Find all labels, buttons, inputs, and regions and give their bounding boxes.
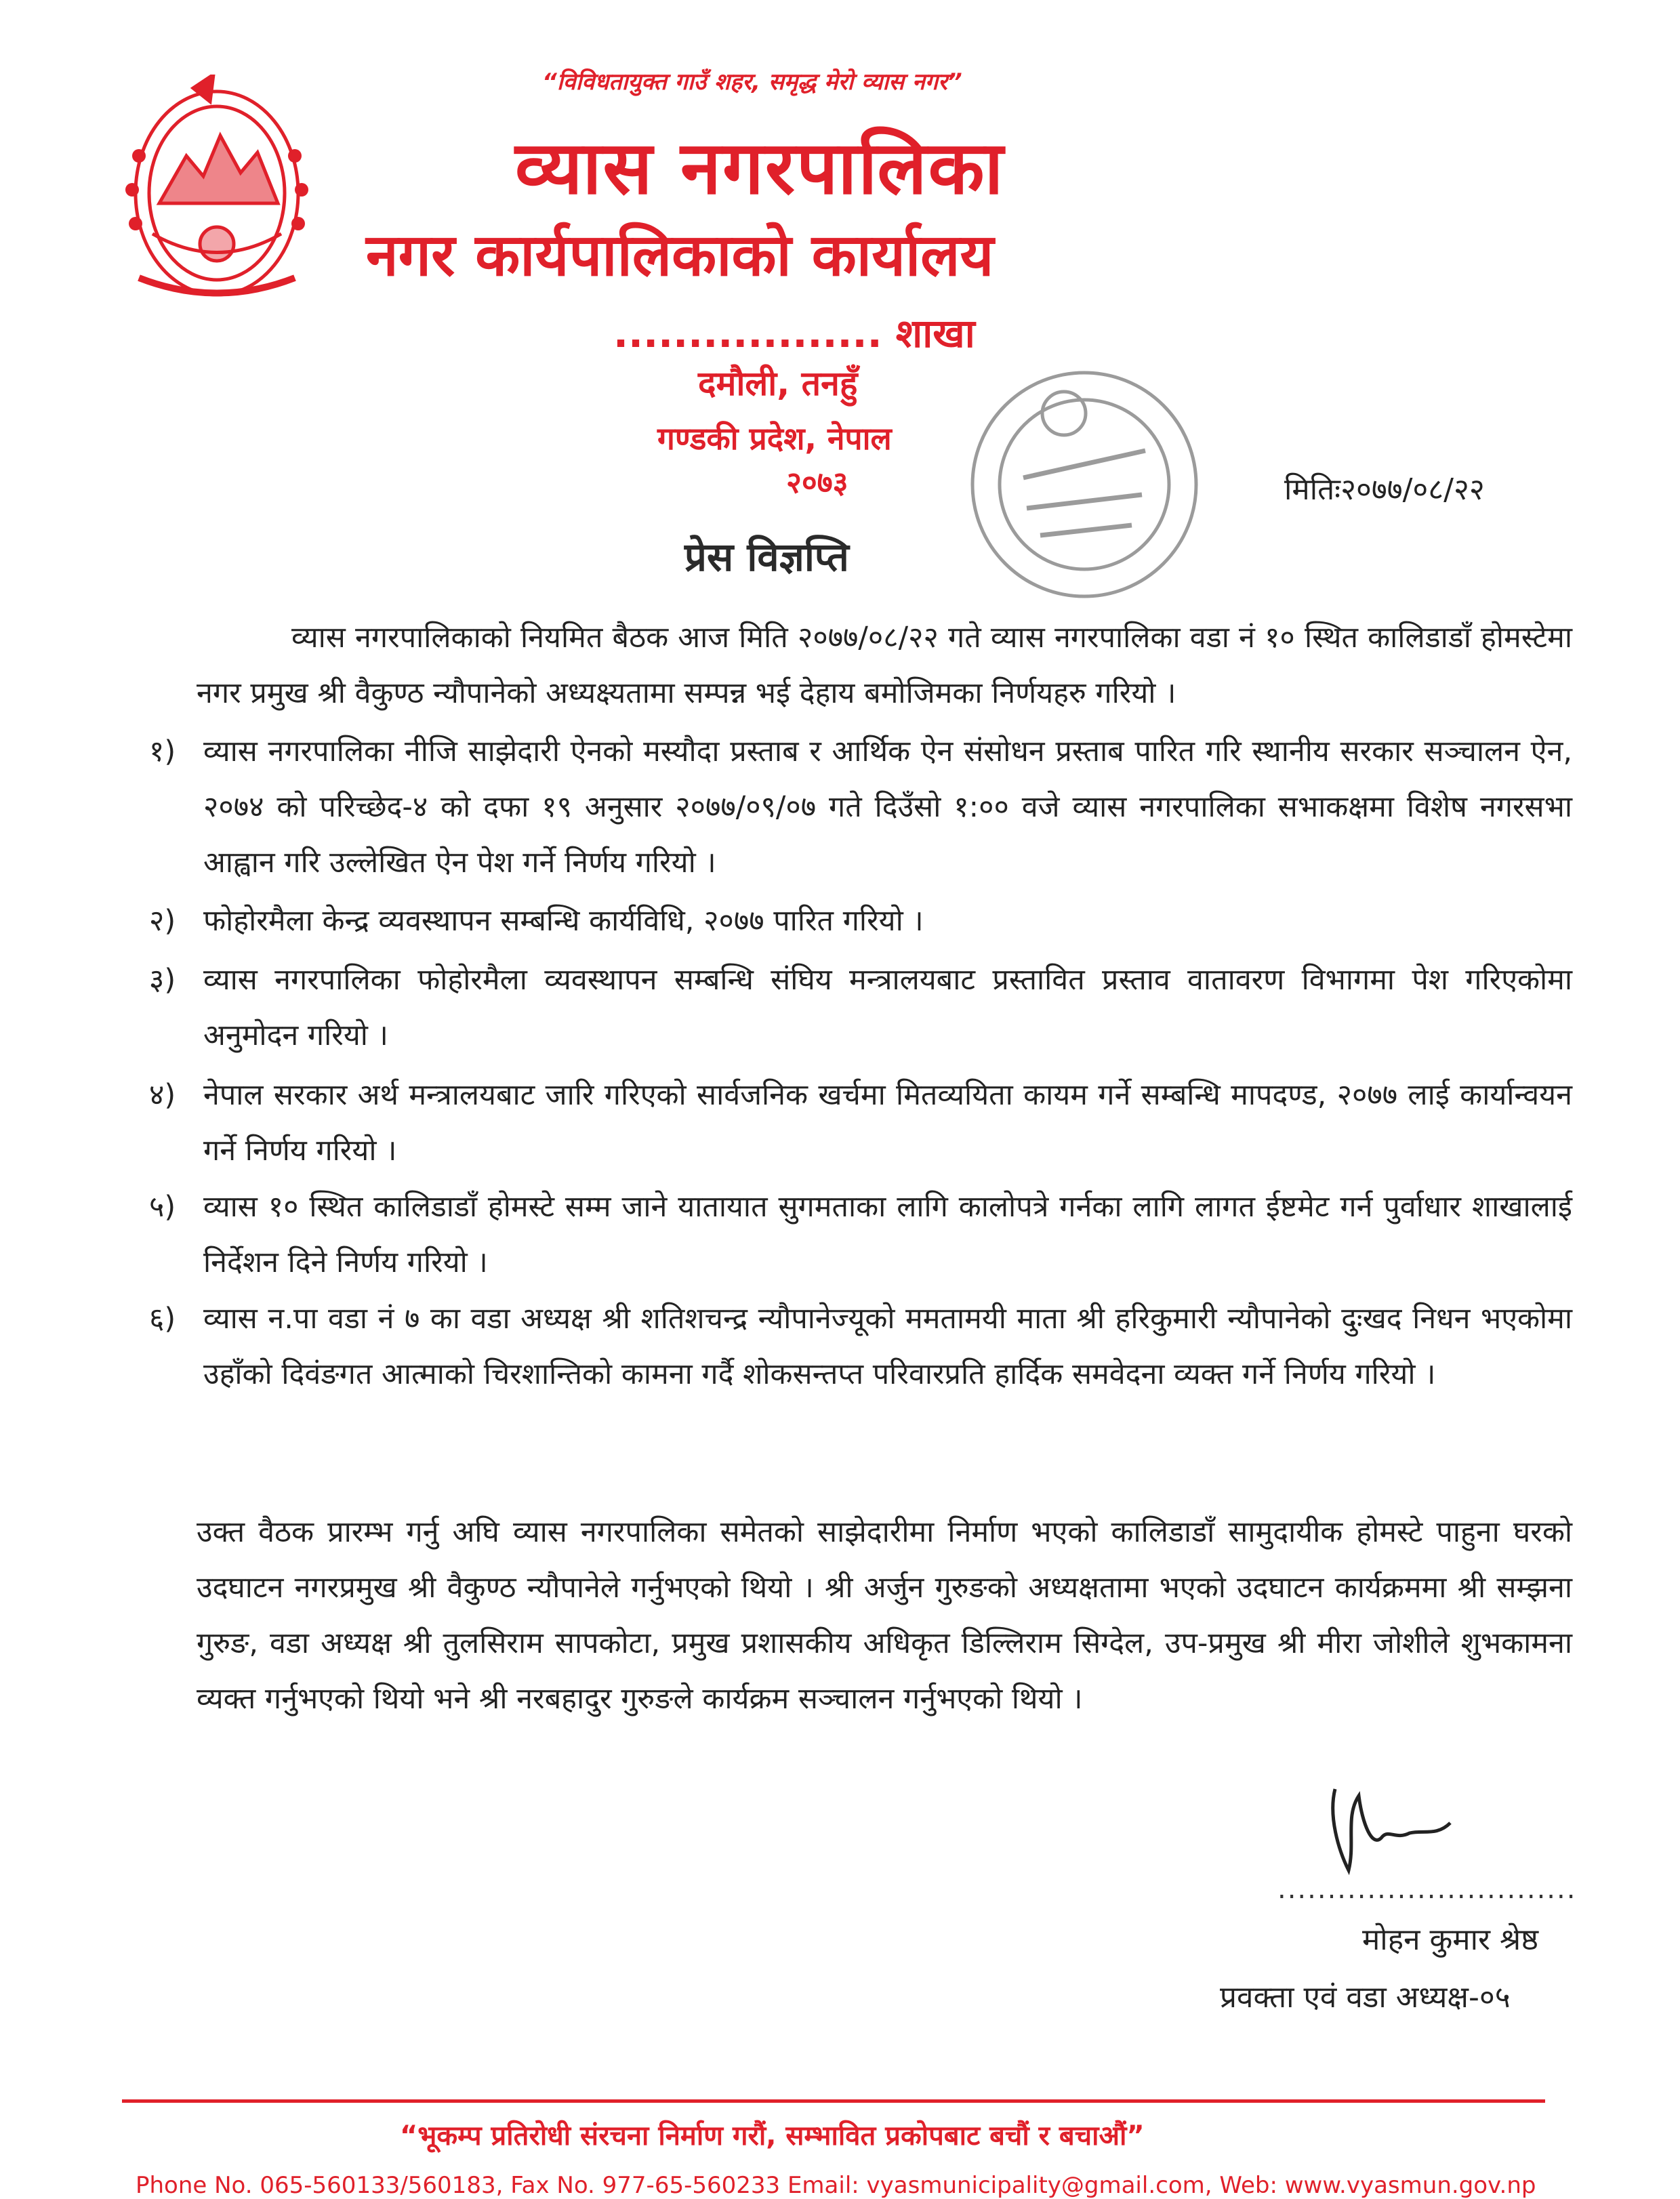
- notice-date: मितिः२०७७/०८/२२: [1284, 472, 1485, 507]
- notice-heading: प्रेस विज्ञप्ति: [684, 534, 849, 580]
- decision-number: ६): [149, 1302, 176, 1336]
- footer-contact: Phone No. 065-560133/560183, Fax No. 977-65-560233 Email: vyasmunicipality@gmail.com, Web: www.vyasmun.gov.np: [136, 2172, 1536, 2199]
- decision-item: [149, 1067, 1572, 1178]
- decision-text: फोहोरमैला केन्द्र व्यवस्थापन सम्बन्धि कार्यविधि, २०७७ पारित गरियो ।: [203, 904, 924, 938]
- decision-item: [149, 724, 1572, 890]
- signature-line: ..............................: [1277, 1874, 1577, 1905]
- decision-number: १): [149, 735, 176, 768]
- handwritten-signature: [1308, 1775, 1484, 1884]
- decision-number: ४): [149, 1078, 176, 1112]
- decision-number: ५): [149, 1190, 176, 1224]
- decision-item: [149, 1179, 1572, 1290]
- address-province: गण्डकी प्रदेश, नेपाल: [657, 420, 892, 457]
- office-name: नगर कार्यपालिकाको कार्यालय: [366, 222, 994, 289]
- municipality-name: व्यास नगरपालिका: [515, 126, 1005, 211]
- decision-text: नेपाल सरकार अर्थ मन्त्रालयबाट जारि गरिएको सार्वजनिक खर्चमा मितव्ययिता कायम गर्ने सम्बन्धि मापदण्ड, २०७७ लाई कार्यान्वयन गर्ने निर्णय गरियो ।: [203, 1078, 1572, 1168]
- decision-text: व्यास नगरपालिका नीजि साझेदारी ऐनको मस्यौदा प्रस्ताब र आर्थिक ऐन संसोधन प्रस्ताब पारित गरि स्थानीय सरकार सञ्चालन ऐन, २०७४ को परिच्छेद-४ को दफा १९ अनुसार २०७७/०९/०७ गते दिउँसो १:०० वजे व्यास नगरपालिका सभाकक्षमा विशेष नगरसभा आह्वान गरि उल्लेखित ऐन पेश गर्ने निर्णय गरियो ।: [203, 735, 1572, 880]
- nepal-government-emblem-icon: [112, 75, 322, 318]
- decision-number: २): [149, 904, 176, 938]
- intro-paragraph: व्यास नगरपालिकाको नियमित बैठक आज मिति २०७७/०८/२२ गते व्यास नगरपालिका वडा नं १० स्थित कालिडाडाँ होमस्टेमा नगर प्रमुख श्री वैकुण्ठ न्यौपानेको अध्यक्ष्यतामा सम्पन्न भई देहाय बमोजिमका निर्णयहरु गरियो ।: [197, 621, 1572, 710]
- address-district: दमौली, तनहुँ: [698, 364, 858, 403]
- decision-item: [149, 893, 1572, 949]
- signatory-name: मोहन कुमार श्रेष्ठ: [1362, 1923, 1539, 1957]
- decision-text: व्यास न.पा वडा नं ७ का वडा अध्यक्ष श्री शतिशचन्द्र न्यौपानेज्यूको ममतामयी माता श्री हरिकुमारी न्यौपानेको दुःखद निधन भएकोमा उहाँको दिवंङगत आत्माको चिरशान्तिको कामना गर्दै शोकसन्तप्त परिवारप्रति हार्दिक समवेदना व्यक्त गर्ने निर्णय गरियो ।: [203, 1302, 1572, 1391]
- branch-label: .................. शाखा: [613, 310, 975, 356]
- closing-paragraph: उक्त वैठक प्रारम्भ गर्नु अघि व्यास नगरपालिका समेतको साझेदारीमा निर्माण भएको कालिडाडाँ सामुदायीक होमस्टे पाहुना घरको उदघाटन नगरप्रमुख श्री वैकुण्ठ न्यौपानेले गर्नुभएको थियो । श्री अर्जुन गुरुङको अध्यक्षतामा भएको उदघाटन कार्यक्रममा श्री सम्झना गुरुङ, वडा अध्यक्ष श्री तुलसिराम सापकोटा, प्रमुख प्रशासकीय अधिकृत डिल्लिराम सिग्देल, उप-प्रमुख श्री मीरा जोशीले शुभकामना व्यक्त गर्नुभएको थियो भने श्री नरबहादुर गुरुङले कार्यक्रम सञ्चालन गर्नुभएको थियो ।: [197, 1515, 1572, 1716]
- municipal-motto: “विविधतायुक्त गाउँ शहर, समृद्ध मेरो व्यास नगर”: [542, 68, 962, 96]
- decision-text: व्यास नगरपालिका फोहोरमैला व्यवस्थापन सम्बन्धि संघिय मन्त्रालयबाट प्रस्तावित प्रस्ताव वातावरण विभागमा पेश गरिएकोमा अनुमोदन गरियो ।: [203, 963, 1572, 1052]
- decision-text: व्यास १० स्थित कालिडाडाँ होमस्टे सम्म जाने यातायात सुगमताका लागि कालोपत्रे गर्नका लागि लागत ईष्टमेट गर्न पुर्वाधार शाखालाई निर्देशन दिने निर्णय गरियो ।: [203, 1190, 1572, 1279]
- decision-item: [149, 1291, 1572, 1402]
- establishment-year: २०७३: [786, 466, 848, 500]
- footer-slogan: “भूकम्प प्रतिरोधी संरचना निर्माण गरौं, सम्भावित प्रकोपबाट बचौं र बचाऔं”: [400, 2120, 1145, 2152]
- decision-number: ३): [149, 963, 176, 997]
- decision-item: [149, 952, 1572, 1063]
- footer-divider: [122, 2099, 1545, 2103]
- signatory-title: प्रवक्ता एवं वडा अध्यक्ष-०५: [1220, 1980, 1511, 2015]
- office-round-stamp-icon: [962, 363, 1206, 607]
